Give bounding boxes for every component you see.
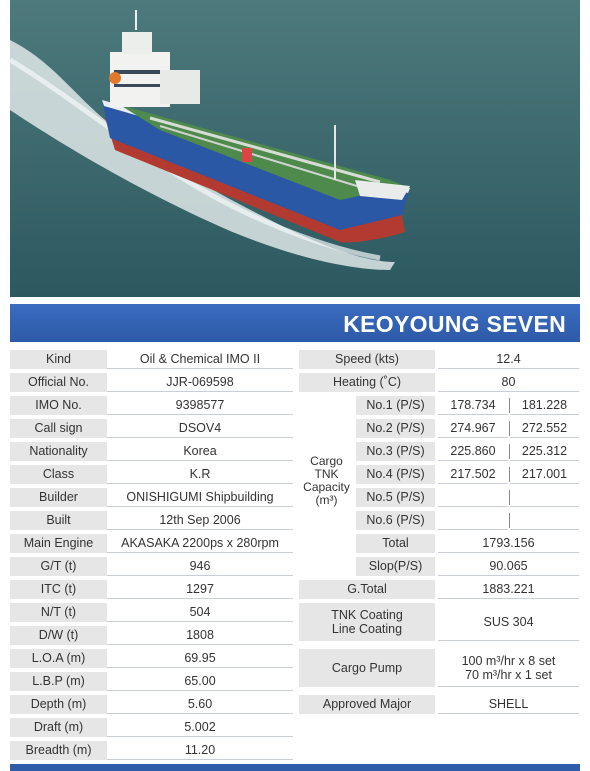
label-tank-3: No.3 (P/S) [356,442,435,461]
label-loa: L.O.A (m) [10,649,107,668]
ship-photo [10,0,580,297]
tank-2-separator [509,421,510,436]
label-itc: ITC (t) [10,580,107,599]
tank-6-separator [509,513,510,528]
label-draft: Draft (m) [10,718,107,737]
label-builder: Builder [10,488,107,507]
label-lbp: L.B.P (m) [10,672,107,691]
value-call-sign: DSOV4 [107,419,293,438]
label-nationality: Nationality [10,442,107,461]
value-gt: 946 [107,557,293,576]
cargo-tnk-capacity-label [298,455,355,507]
value-loa: 69.95 [107,649,293,668]
tank-4-separator [509,467,510,482]
label-official-no: Official No. [10,373,107,392]
value-main-engine: AKASAKA 2200ps x 280rpm [107,534,293,553]
label-nt: N/T (t) [10,603,107,622]
value-coating: SUS 304 [438,603,579,641]
value-tank-3-s: 225.312 [510,442,579,461]
value-tank-5-s [510,488,579,507]
value-kind: Oil & Chemical IMO II [107,350,293,369]
label-total: Total [356,534,435,553]
value-official-no: JJR-069598 [107,373,293,392]
cargo-label-line2: TNK [314,467,339,481]
value-speed: 12.4 [438,350,579,369]
label-heating: Heating (˚C) [299,373,435,392]
value-tank-2-s: 272.552 [510,419,579,438]
label-breadth: Breadth (m) [10,741,107,760]
label-g-total: G.Total [299,580,435,599]
value-tank-4-s: 217.001 [510,465,579,484]
value-tank-4-p: 217.502 [438,465,508,484]
value-draft: 5.002 [107,718,293,737]
label-line-coating: Line Coating [331,622,403,636]
label-approved-major: Approved Major [299,695,435,714]
value-builder: ONISHIGUMI Shipbuilding [107,488,293,507]
value-tank-2-p: 274.967 [438,419,508,438]
label-imo-no: IMO No. [10,396,107,415]
value-class: K.R [107,465,293,484]
value-breadth: 11.20 [107,741,293,760]
value-imo-no: 9398577 [107,396,293,415]
value-tank-1-p: 178.734 [438,396,508,415]
label-tank-2: No.2 (P/S) [356,419,435,438]
value-cargo-pump-1: 100 m³/hr x 8 set [461,653,556,668]
value-heating: 80 [438,373,579,392]
value-built: 12th Sep 2006 [107,511,293,530]
value-cargo-pump-2: 70 m³/hr x 1 set [465,667,552,682]
label-tank-1: No.1 (P/S) [356,396,435,415]
label-coating [299,603,435,641]
value-approved-major: SHELL [438,695,579,714]
value-tank-3-p: 225.860 [438,442,508,461]
label-dw: D/W (t) [10,626,107,645]
value-itc: 1297 [107,580,293,599]
label-built: Built [10,511,107,530]
value-g-total: 1883.221 [438,580,579,599]
label-tank-6: No.6 (P/S) [356,511,435,530]
cargo-label-line3: Capacity [303,480,350,494]
label-main-engine: Main Engine [10,534,107,553]
label-slop: Slop(P/S) [356,557,435,576]
value-depth: 5.60 [107,695,293,714]
value-dw: 1808 [107,626,293,645]
title-bar [10,304,580,342]
label-class: Class [10,465,107,484]
value-lbp: 65.00 [107,672,293,691]
label-tnk-coating: TNK Coating [331,608,403,622]
value-tank-6-p [438,511,508,530]
value-tank-5-p [438,488,508,507]
tank-3-separator [509,444,510,459]
value-cargo-pump [438,649,579,687]
value-total: 1793.156 [438,534,579,553]
cargo-label-line4: (m³) [315,493,338,507]
tank-1-separator [509,398,510,413]
value-slop: 90.065 [438,557,579,576]
label-depth: Depth (m) [10,695,107,714]
label-tank-5: No.5 (P/S) [356,488,435,507]
label-call-sign: Call sign [10,419,107,438]
cargo-label-line1: Cargo [310,454,343,468]
value-tank-6-s [510,511,579,530]
label-cargo-pump: Cargo Pump [299,649,435,687]
ship-name: KEOYOUNG SEVEN [343,311,566,337]
label-gt: G/T (t) [10,557,107,576]
label-kind: Kind [10,350,107,369]
value-tank-1-s: 181.228 [510,396,579,415]
tank-5-separator [509,490,510,505]
bottom-bar [10,764,580,771]
value-nationality: Korea [107,442,293,461]
label-tank-4: No.4 (P/S) [356,465,435,484]
value-nt: 504 [107,603,293,622]
label-speed: Speed (kts) [299,350,435,369]
